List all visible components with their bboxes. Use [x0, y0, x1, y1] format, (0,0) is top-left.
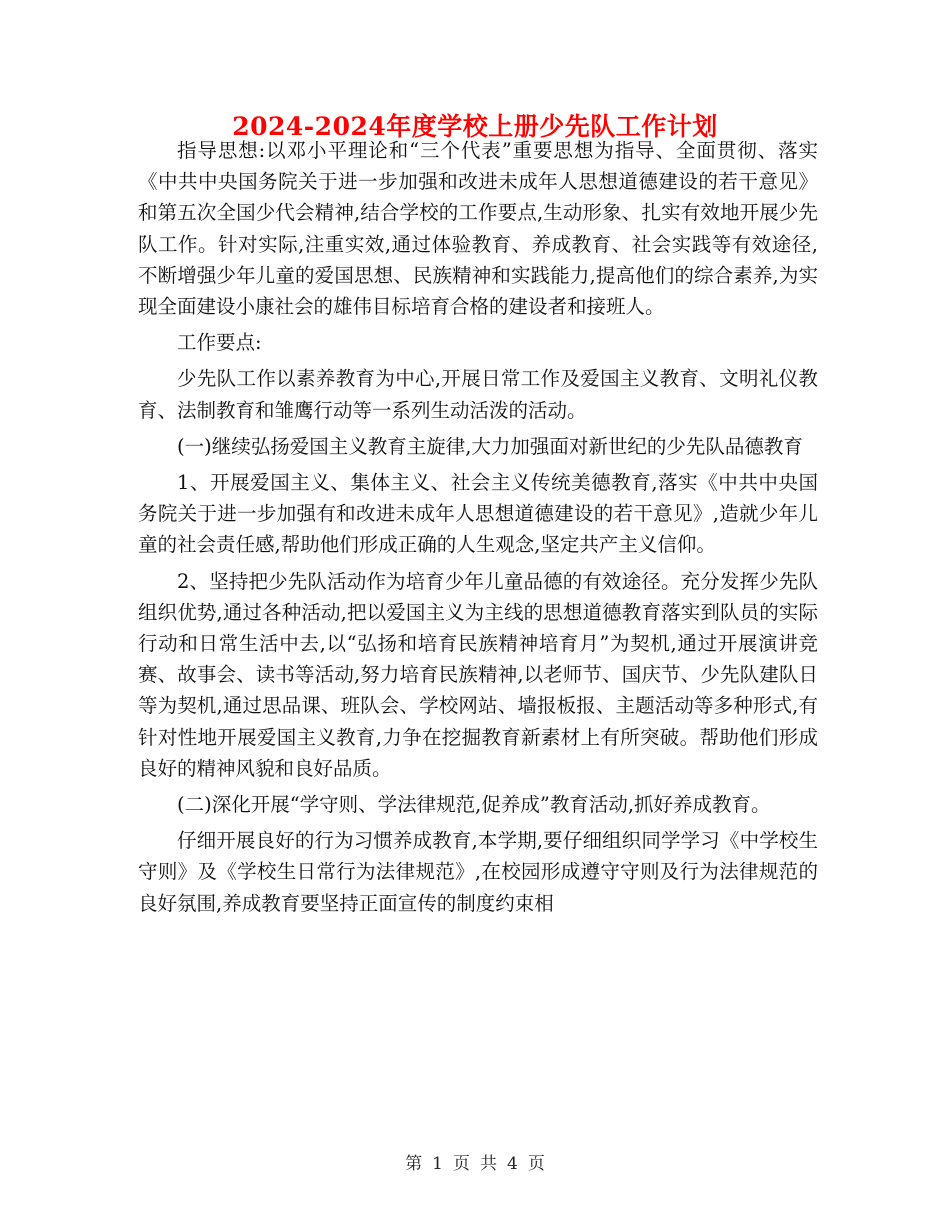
- page-footer: [0, 1152, 950, 1176]
- section-heading-1: (一)继续弘扬爱国主义教育主旋律,大力加强面对新世纪的少先队品德教育: [177, 434, 803, 458]
- footer-total-pages: 4: [507, 1154, 518, 1174]
- paragraph-work-points-heading: 工作要点:: [177, 331, 262, 355]
- paragraph-work-points-intro: 少先队工作以素养教育为中心,开展日常工作及爱国主义教育、文明礼仪教育、法制教育和雏鹰行动等一系列生动活泼的活动。: [138, 367, 818, 422]
- footer-current-page: 1: [432, 1154, 443, 1174]
- paragraph-habit-education: 仔细开展良好的行为习惯养成教育,本学期,要仔细组织同学学习《中学校生守则》及《学校生日常行为法律规范》,在校园形成遵守守则及行为法律规范的良好氛围,养成教育要坚持正面宣传的制度约束相: [138, 829, 818, 915]
- document-body: [138, 135, 818, 919]
- paragraph-item-2: 2、坚持把少先队活动作为培育少年儿童品德的有效途径。充分发挥少先队组织优势,通过各种活动,把以爱国主义为主线的思想道德教育落实到队员的实际行动和日常生活中去,以“弘扬和培育民族精神培育月”为契机,通过开展演讲竞赛、故事会、读书等活动,努力培育民族精神,以老师节、国庆节、少先队建队日等为契机,通过思品课、班队会、学校网站、墙报板报、主题活动等多种形式,有针对性地开展爱国主义教育,力争在挖掘教育新素材上有所突破。帮助他们形成良好的精神风貌和良好品质。: [138, 569, 818, 780]
- section-heading-2: (二)深化开展“学守则、学法律规范,促养成”教育活动,抓好养成教育。: [177, 793, 771, 817]
- footer-prefix: 第: [405, 1154, 423, 1174]
- footer-suffix: 页: [527, 1154, 545, 1174]
- document-title: 2024-2024年度学校上册少先队工作计划: [232, 112, 718, 141]
- paragraph-guiding-thought: 指导思想:以邓小平理论和“三个代表”重要思想为指导、全面贯彻、落实《中共中央国务院关于进一步加强和改进未成年人思想道德建设的若干意见》和第五次全国少代会精神,结合学校的工作要点,生动形象、扎实有效地开展少先队工作。针对实际,注重实效,通过体验教育、养成教育、社会实践等有效途径,不断增强少年儿童的爱国思想、民族精神和实践能力,提高他们的综合素养,为实现全面建设小康社会的雄伟目标培育合格的建设者和接班人。: [138, 139, 818, 319]
- footer-total-word: 共: [480, 1154, 497, 1174]
- paragraph-item-1: 1、开展爱国主义、集体主义、社会主义传统美德教育,落实《中共中央国务院关于进一步加强有和改进未成年人思想道德建设的若干意见》,造就少年儿童的社会责任感,帮助他们形成正确的人生观念,坚定共产主义信仰。: [138, 471, 818, 557]
- footer-page-word: 页: [453, 1154, 470, 1174]
